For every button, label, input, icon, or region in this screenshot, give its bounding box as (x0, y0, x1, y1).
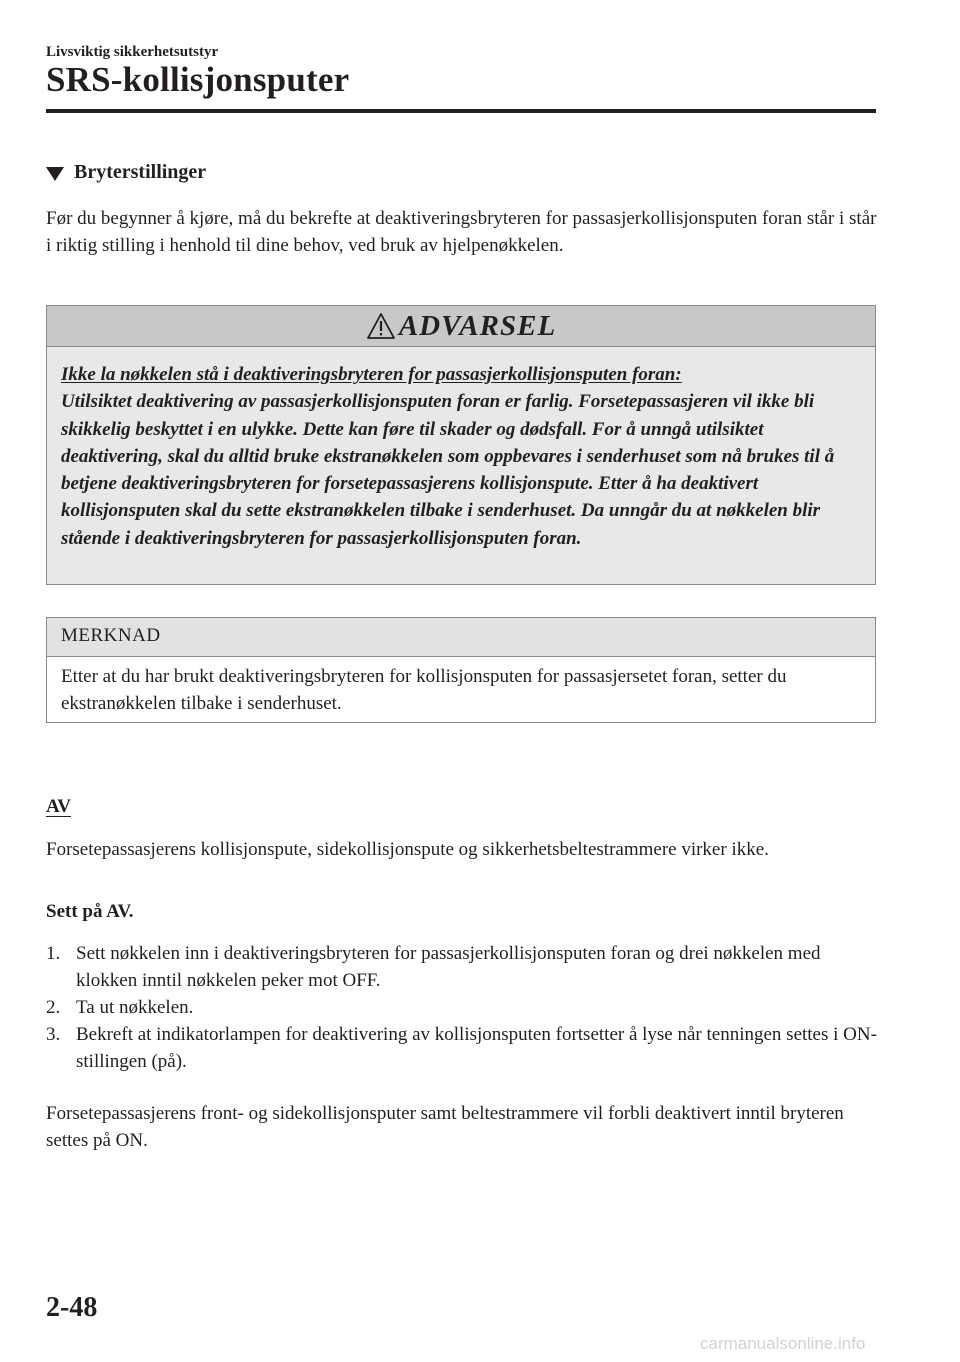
step-number: 3. (46, 1024, 61, 1045)
page-number: 2-48 (46, 1292, 98, 1323)
watermark: carmanualsonline.info (700, 1334, 866, 1353)
triangle-down-icon (46, 167, 64, 181)
header-rule (46, 109, 876, 113)
av-heading: AV (46, 796, 71, 817)
subsection-title: Bryterstillinger (74, 161, 207, 183)
warning-triangle-icon (366, 312, 396, 340)
step-text: Sett nøkkelen inn i deaktiveringsbryteren for passasjerkollisjonsputen foran og drei nøkkelen med klokken inntil nøkkelen peker mot OFF. (76, 943, 821, 991)
av-description: Forsetepassasjerens kollisjonspute, sidekollisjonspute og sikkerhetsbeltestrammere virker ikke. (46, 839, 769, 860)
list-item (46, 1021, 886, 1075)
note-header (47, 618, 875, 657)
steps-list (46, 940, 886, 1075)
list-item (46, 940, 886, 994)
intro-paragraph: Før du begynner å kjøre, må du bekrefte at deaktiveringsbryteren for passasjerkollisjonsputen foran står i står i riktig stilling i henhold til dine behov, ved bruk av hjelpenøkkelen. (46, 208, 877, 256)
subsection-heading (46, 161, 206, 184)
warning-header (47, 306, 875, 347)
step-text: Ta ut nøkkelen. (76, 997, 194, 1018)
note-box (46, 617, 876, 723)
set-label: Sett på AV. (46, 901, 134, 922)
warning-box (46, 305, 876, 585)
warning-body (61, 361, 861, 552)
chapter-title: SRS-kollisjonsputer (46, 60, 350, 99)
step-number: 2. (46, 997, 61, 1018)
section-label: Livsviktig sikkerhetsutstyr (46, 44, 219, 60)
note-title: MERKNAD (61, 625, 161, 646)
closing-paragraph: Forsetepassasjerens front- og sidekollisjonsputer samt beltestrammere vil forbli deaktivert inntil bryteren settes på ON. (46, 1103, 844, 1151)
warning-text: Utilsiktet deaktivering av passasjerkollisjonsputen foran er farlig. Forsetepassasjeren vil ikke bli skikkelig beskyttet i en ulykke. Dette kan føre til skader og dødsfall. For å unngå utilsiktet deaktivering, skal du alltid bruke ekstranøkkelen som oppbevares i senderhuset som nå brukes til å betjene deaktiveringsbryteren for forsetepassasjerens kollisjonspute. Etter å ha deaktivert kollisjonsputen skal du sette ekstranøkkelen tilbake i senderhuset. Da unngår du at nøkkelen blir stående i deaktiveringsbryteren for passasjerkollisjonsputen foran. (61, 391, 835, 549)
list-item (46, 994, 886, 1021)
warning-title: ADVARSEL (398, 309, 557, 342)
warning-lead: Ikke la nøkkelen stå i deaktiveringsbryteren for passasjerkollisjonsputen foran: (61, 364, 682, 385)
step-text: Bekreft at indikatorlampen for deaktivering av kollisjonsputen fortsetter å lyse når tenningen settes i ON-stillingen (på). (76, 1024, 877, 1072)
step-number: 1. (46, 943, 61, 964)
note-text: Etter at du har brukt deaktiveringsbryteren for kollisjonsputen for passasjersetet foran, setter du ekstranøkkelen tilbake i senderhuset. (61, 666, 787, 714)
